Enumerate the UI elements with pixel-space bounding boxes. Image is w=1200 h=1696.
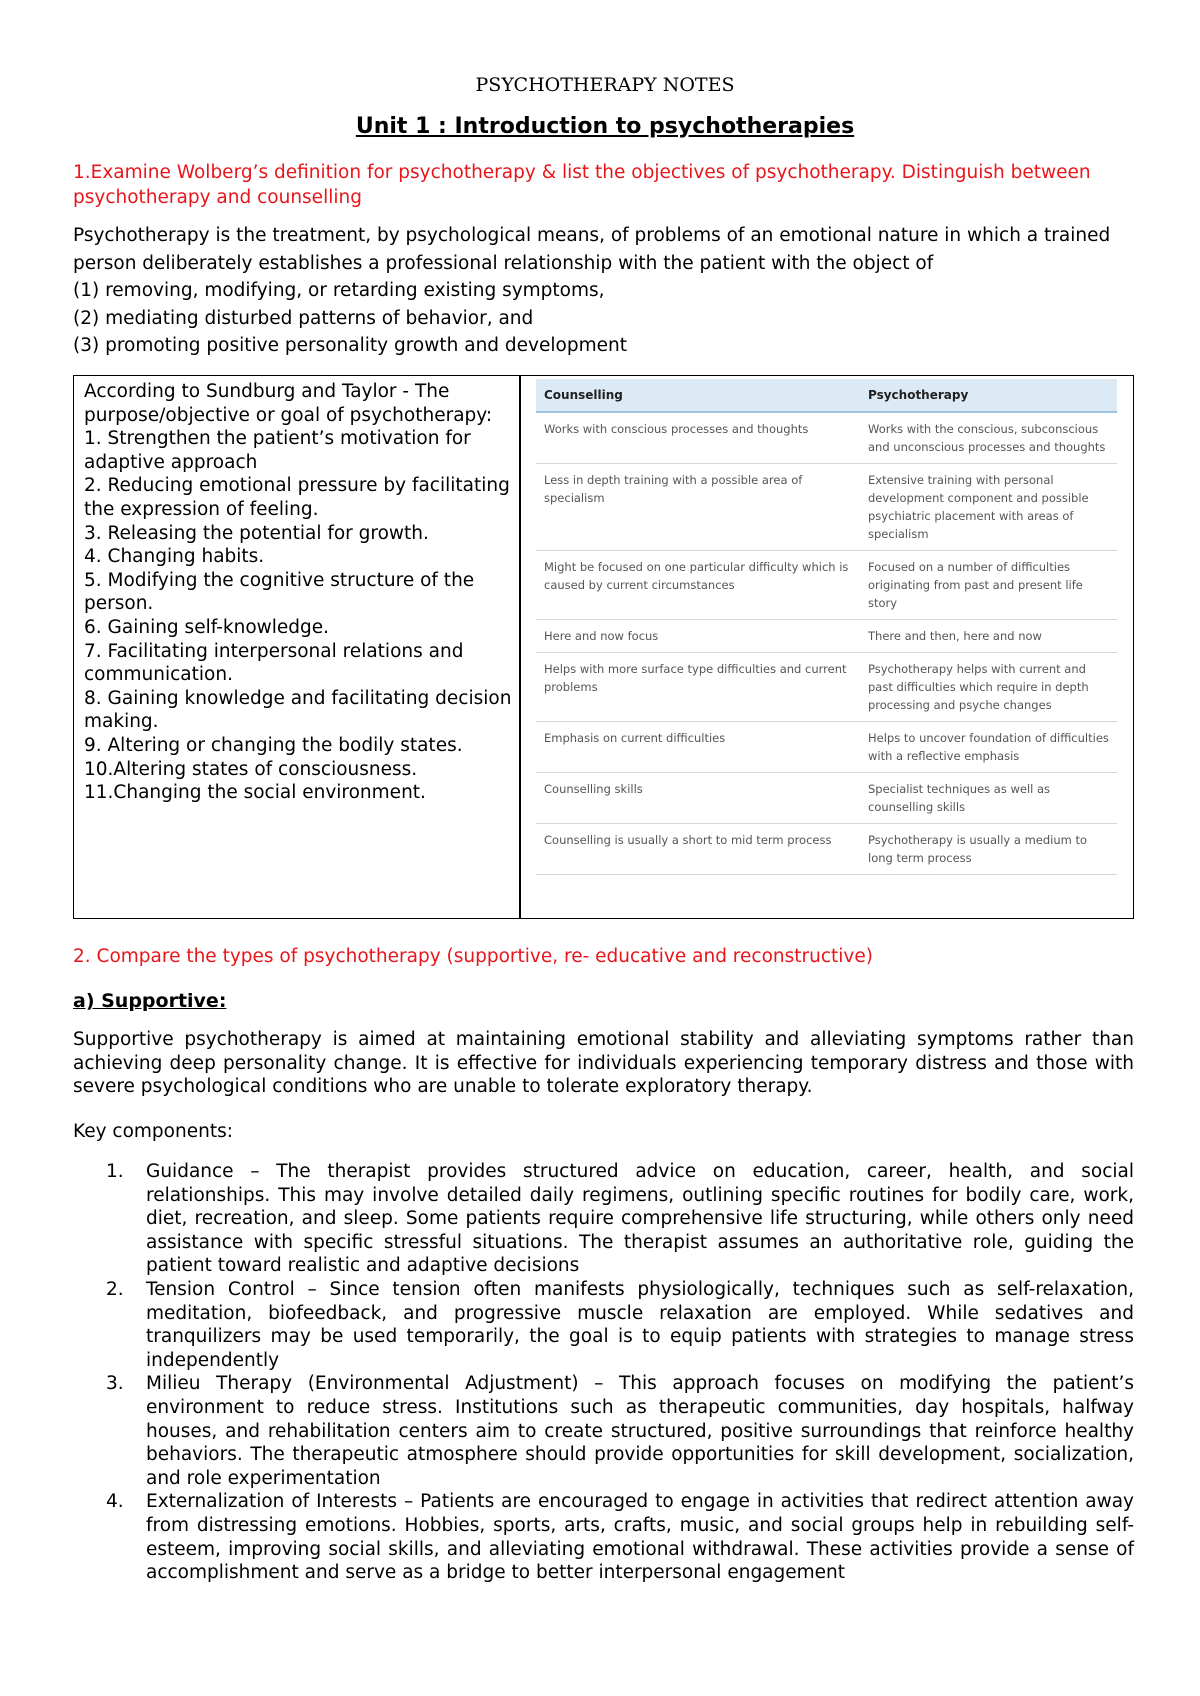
unit-title: Unit 1 : Introduction to psychotherapies xyxy=(355,114,855,139)
header-counselling: Counselling xyxy=(536,379,860,412)
document-title: PSYCHOTHERAPY NOTES xyxy=(475,74,735,96)
table-cell: There and then, here and now xyxy=(860,620,1117,653)
table-row xyxy=(536,412,1117,464)
table-cell: Counselling skills xyxy=(536,773,860,824)
list-item xyxy=(73,1490,1134,1584)
objective-item: 2. Reducing emotional pressure by facilitating the expression of feeling. xyxy=(84,475,510,520)
list-number: 3. xyxy=(106,1373,124,1395)
table-row xyxy=(536,722,1117,773)
key-components-list xyxy=(73,1160,1134,1585)
table-row xyxy=(536,620,1117,653)
supportive-paragraph: Supportive psychotherapy is aimed at maintaining emotional stability and alleviating symptoms rather than achieving deep personality change. It is effective for individuals experiencing temporary distress and those with severe psychological conditions who are unable to tolerate exploratory therapy. xyxy=(73,1029,1134,1098)
supportive-heading: a) Supportive: xyxy=(73,990,227,1012)
objective-item: 8. Gaining knowledge and facilitating decision making. xyxy=(84,687,512,733)
table-cell: Emphasis on current difficulties xyxy=(536,722,860,773)
definition-point: (1) removing, modifying, or retarding existing symptoms, xyxy=(73,280,605,301)
comparison-table xyxy=(536,379,1117,875)
table-cell: Here and now focus xyxy=(536,620,860,653)
objectives-comparison-box xyxy=(73,375,1134,919)
question-2: 2. Compare the types of psychotherapy (supportive, re- educative and reconstructive) xyxy=(73,946,873,967)
list-number: 1. xyxy=(106,1161,124,1182)
wolberg-definition xyxy=(73,222,1137,360)
list-text: Tension Control – Since tension often manifests physiologically, techniques such as self-relaxation, meditation, biofeedback, and progressive muscle relaxation are employed. While sedatives and tranquilizers may be used temporarily, the goal is to equip patients with strategies to manage stress independently xyxy=(146,1278,1134,1371)
objective-item: 1. Strengthen the patient’s motivation for adaptive approach xyxy=(84,428,471,473)
table-cell: Psychotherapy helps with current and past difficulties which require in depth processing and psyche changes xyxy=(860,653,1117,722)
objectives-intro: According to Sundburg and Taylor - The purpose/objective or goal of psychotherapy: xyxy=(84,381,493,426)
table-cell: Helps to uncover foundation of difficulties with a reflective emphasis xyxy=(860,722,1117,773)
table-row xyxy=(536,551,1117,620)
table-row xyxy=(536,824,1117,875)
list-item xyxy=(73,1278,1134,1372)
table-row xyxy=(536,773,1117,824)
list-text: Externalization of Interests – Patients are encouraged to engage in activities that redirect attention away from distressing emotions. Hobbies, sports, arts, crafts, music, and social groups help in rebuilding self-esteem, improving social skills, and alleviating emotional withdrawal. These activities provide a sense of accomplishment and serve as a bridge to better interpersonal engagement xyxy=(146,1491,1134,1584)
key-components-label: Key components: xyxy=(73,1121,233,1142)
objective-item: 6. Gaining self-knowledge. xyxy=(84,616,330,638)
table-cell: Works with the conscious, subconscious and unconscious processes and thoughts xyxy=(860,412,1117,464)
definition-point: (2) mediating disturbed patterns of behavior, and xyxy=(73,307,534,329)
list-number: 4. xyxy=(106,1491,124,1513)
definition-intro: Psychotherapy is the treatment, by psychological means, of problems of an emotional nature in which a trained person deliberately establishes a professional relationship with the patient with the object of xyxy=(73,225,1111,274)
table-cell: Works with conscious processes and thoughts xyxy=(536,412,860,464)
objectives-list xyxy=(84,380,514,805)
definition-point: (3) promoting positive personality growth and development xyxy=(73,335,627,356)
objective-item: 7. Facilitating interpersonal relations and communication. xyxy=(84,640,464,686)
table-cell: Specialist techniques as well as counselling skills xyxy=(860,773,1117,824)
table-cell: Extensive training with personal development component and possible psychiatric placement with areas of specialism xyxy=(860,464,1117,551)
list-item xyxy=(73,1160,1134,1278)
table-cell: Helps with more surface type difficulties and current problems xyxy=(536,653,860,722)
table-cell: Focused on a number of difficulties originating from past and present life story xyxy=(860,551,1117,620)
objective-item: 4. Changing habits. xyxy=(84,546,265,568)
header-psychotherapy: Psychotherapy xyxy=(860,379,1117,412)
table-cell: Psychotherapy is usually a medium to long term process xyxy=(860,824,1117,875)
table-header-row xyxy=(536,379,1117,412)
list-item xyxy=(73,1372,1134,1490)
objective-item: 5. Modifying the cognitive structure of the person. xyxy=(84,569,475,615)
table-row xyxy=(536,464,1117,551)
table-cell: Counselling is usually a short to mid term process xyxy=(536,824,860,875)
objective-item: 11.Changing the social environment. xyxy=(84,782,426,804)
objective-item: 3. Releasing the potential for growth. xyxy=(84,522,429,544)
column-divider xyxy=(519,376,521,918)
list-text: Milieu Therapy (Environmental Adjustment) – This approach focuses on modifying the patient’s environment to reduce stress. Institutions such as therapeutic communities, day hospitals, halfway houses, and rehabilitation centers aim to create structured, positive surroundings that reinforce healthy behaviors. The therapeutic atmosphere should provide opportunities for skill development, socialization, and role experimentation xyxy=(146,1373,1134,1489)
list-text: Guidance – The therapist provides structured advice on education, career, health, and social relationships. This may involve detailed daily regimens, outlining specific routines for bodily care, work, diet, recreation, and sleep. Some patients require comprehensive life structuring, while others only need assistance with specific stressful situations. The therapist assumes an authoritative role, guiding the patient toward realistic and adaptive decisions xyxy=(146,1161,1134,1277)
objective-item: 10.Altering states of consciousness. xyxy=(84,758,418,780)
table-cell: Less in depth training with a possible area of specialism xyxy=(536,464,860,551)
table-row xyxy=(536,653,1117,722)
table-cell: Might be focused on one particular difficulty which is caused by current circumstances xyxy=(536,551,860,620)
list-number: 2. xyxy=(106,1278,124,1300)
objective-item: 9. Altering or changing the bodily states. xyxy=(84,734,463,756)
question-1: 1.Examine Wolberg’s definition for psychotherapy & list the objectives of psychotherapy. Distinguish between psychotherapy and counselling xyxy=(73,162,1091,208)
